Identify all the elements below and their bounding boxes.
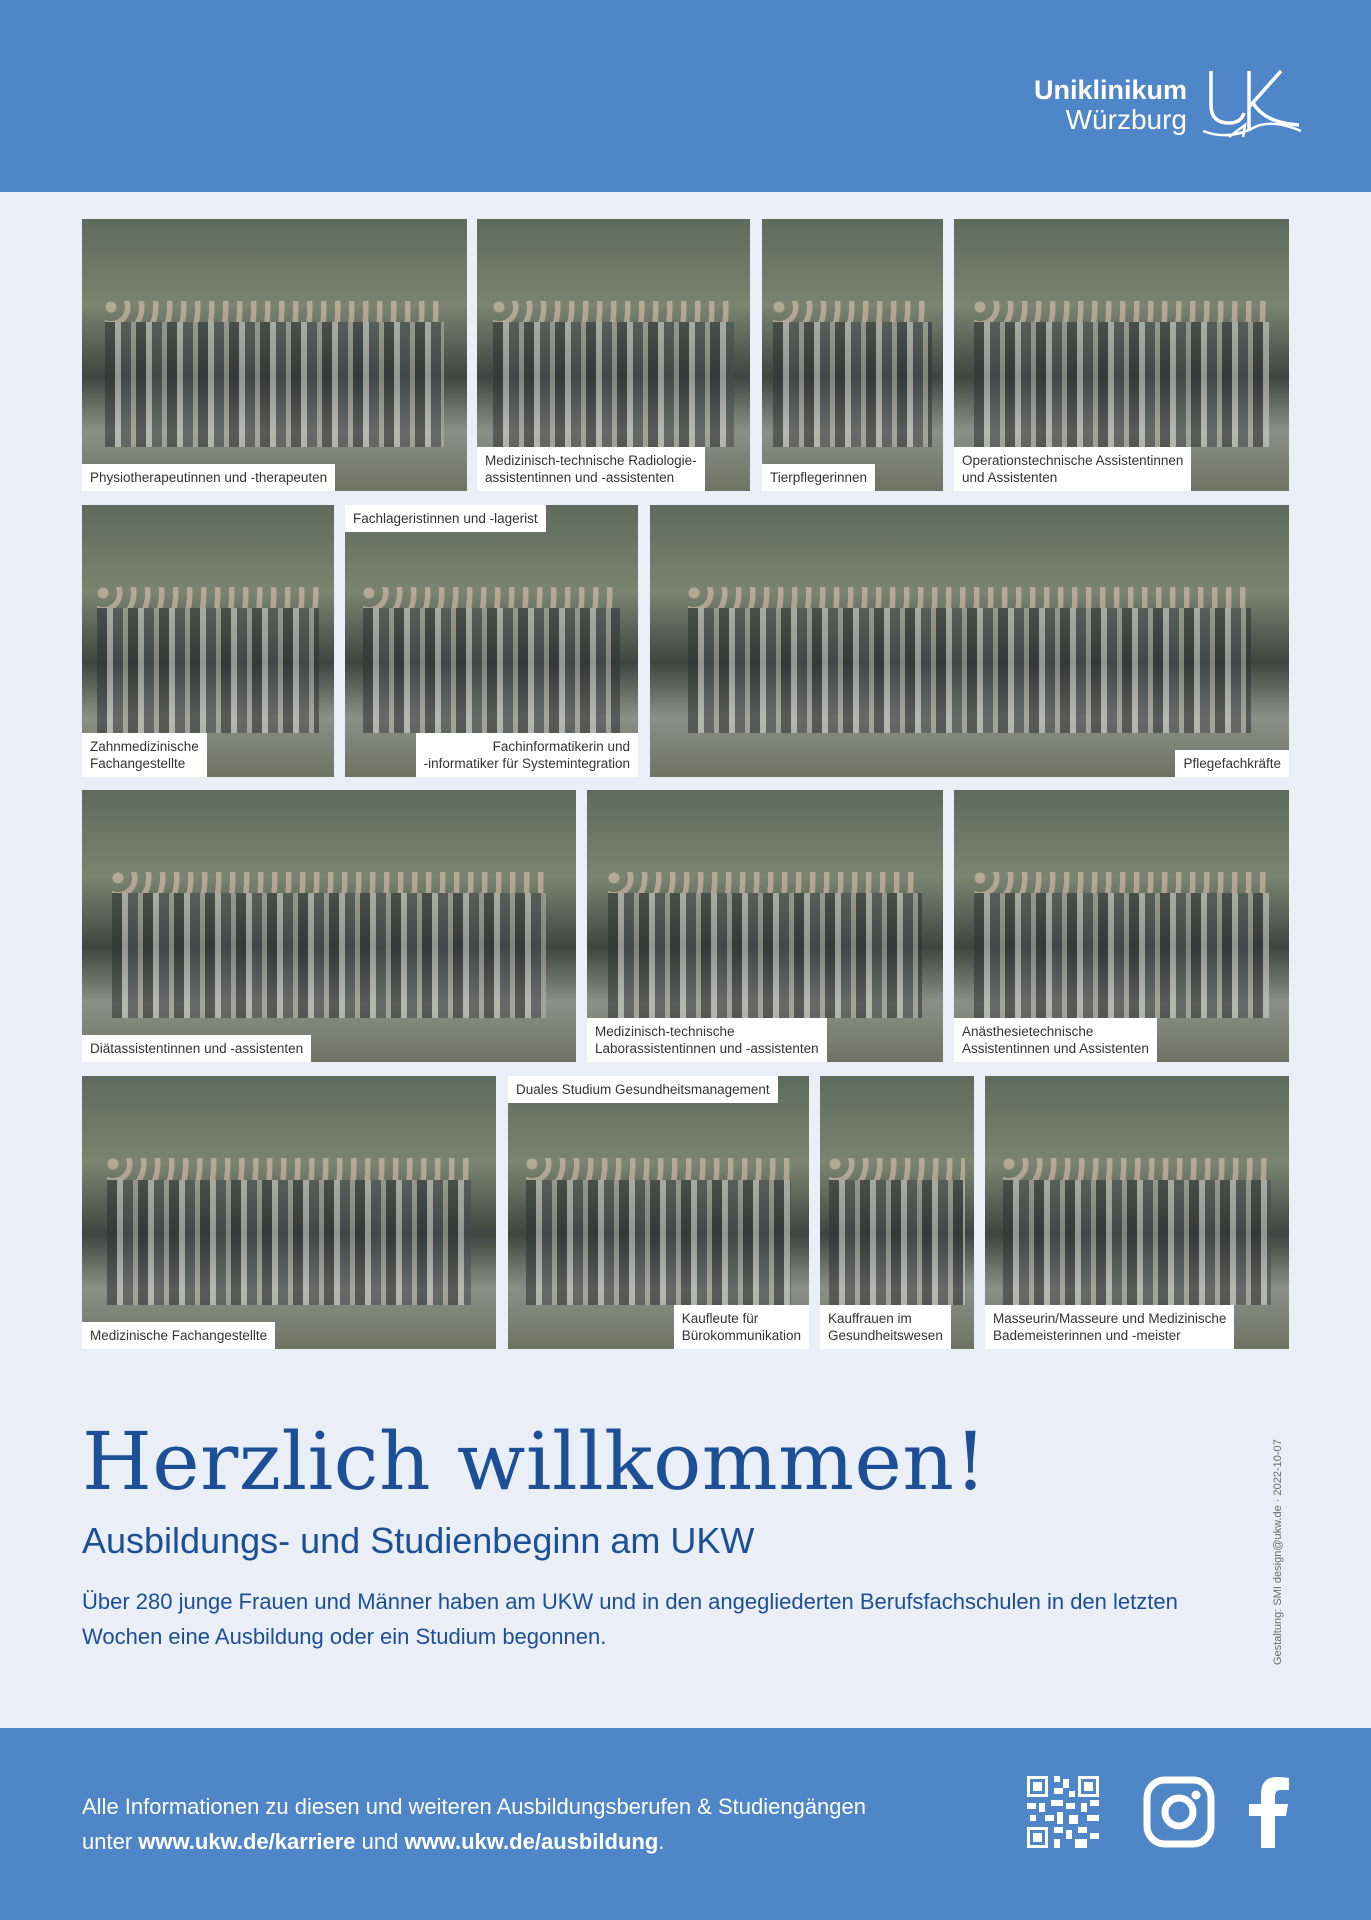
uniklinikum-logo[interactable] bbox=[1034, 60, 1303, 150]
photo-caption: Kauffrauen im Gesundheitswesen bbox=[820, 1305, 951, 1349]
photo-caption: Medizinisch-technische Laborassistentinnen und -assistenten bbox=[587, 1018, 827, 1062]
karriere-link[interactable]: www.ukw.de/karriere bbox=[138, 1829, 356, 1854]
photo-caption: Physiotherapeutinnen und -therapeuten bbox=[82, 464, 335, 491]
group-photo bbox=[762, 219, 943, 491]
intro-text: Über 280 junge Frauen und Männer haben am UKW und in den angegliederten Berufsfachschulen in den letzten Wochen eine Ausbildung oder ein Studium begonnen. bbox=[82, 1589, 1178, 1649]
photo-caption: Medizinisch-technische Radiologie- assistentinnen und -assistenten bbox=[477, 447, 705, 491]
group-photo bbox=[345, 505, 638, 777]
uk-logo-icon bbox=[1199, 65, 1303, 145]
design-credit: Gestaltung: SMI design@ukw.de · 2022-10-07 bbox=[1272, 1439, 1284, 1665]
group-photo bbox=[820, 1076, 974, 1349]
photo-caption: Masseurin/Masseure und Medizinische Bademeisterinnen und -meister bbox=[985, 1305, 1234, 1349]
photo-caption: Duales Studium Gesundheitsmanagement bbox=[508, 1076, 778, 1103]
footer-line2-prefix: unter bbox=[82, 1829, 139, 1854]
photo-caption: Medizinische Fachangestellte bbox=[82, 1322, 275, 1349]
facebook-icon[interactable] bbox=[1245, 1776, 1291, 1848]
qr-code-icon[interactable] bbox=[1027, 1776, 1099, 1848]
subheadline: Ausbildungs- und Studienbeginn am UKW bbox=[82, 1520, 755, 1561]
group-photo bbox=[82, 790, 576, 1062]
photo-caption: Kaufleute für Bürokommunikation bbox=[674, 1305, 809, 1349]
group-photo bbox=[650, 505, 1289, 777]
header bbox=[0, 0, 1371, 192]
photo-caption: Fachinformatikerin und -informatiker für Systemintegration bbox=[416, 733, 638, 777]
footer bbox=[0, 1728, 1371, 1920]
group-photo bbox=[508, 1076, 809, 1349]
photo-caption: Pflegefachkräfte bbox=[1175, 750, 1289, 777]
page-title: Herzlich willkommen! bbox=[82, 1415, 988, 1508]
photo-caption: Zahnmedizinische Fachangestellte bbox=[82, 733, 207, 777]
group-photo bbox=[82, 505, 334, 777]
footer-info bbox=[82, 1789, 866, 1859]
group-photo bbox=[985, 1076, 1289, 1349]
group-photo bbox=[587, 790, 943, 1062]
photo-collage bbox=[82, 219, 1289, 1349]
photo-caption: Fachlageristinnen und -lagerist bbox=[345, 505, 546, 532]
group-photo bbox=[477, 219, 750, 491]
photo-caption: Tierpflegerinnen bbox=[762, 464, 875, 491]
group-photo bbox=[82, 1076, 496, 1349]
logo-line2: Würzburg bbox=[1065, 103, 1187, 135]
footer-line2-suffix: . bbox=[658, 1829, 665, 1854]
logo-line1: Uniklinikum bbox=[1033, 74, 1187, 105]
photo-caption: Diätassistentinnen und -assistenten bbox=[82, 1035, 311, 1062]
ausbildung-link[interactable]: www.ukw.de/ausbildung bbox=[404, 1829, 659, 1854]
footer-line2-mid: und bbox=[355, 1829, 405, 1854]
group-photo bbox=[954, 219, 1289, 491]
photo-caption: Anästhesietechnische Assistentinnen und Assistenten bbox=[954, 1018, 1157, 1062]
footer-line1: Alle Informationen zu diesen und weiteren Ausbildungsberufen & Studiengängen bbox=[82, 1794, 866, 1819]
group-photo bbox=[82, 219, 467, 491]
instagram-icon[interactable] bbox=[1143, 1776, 1215, 1848]
group-photo bbox=[954, 790, 1289, 1062]
photo-caption: Operationstechnische Assistentinnen und Assistenten bbox=[954, 447, 1191, 491]
